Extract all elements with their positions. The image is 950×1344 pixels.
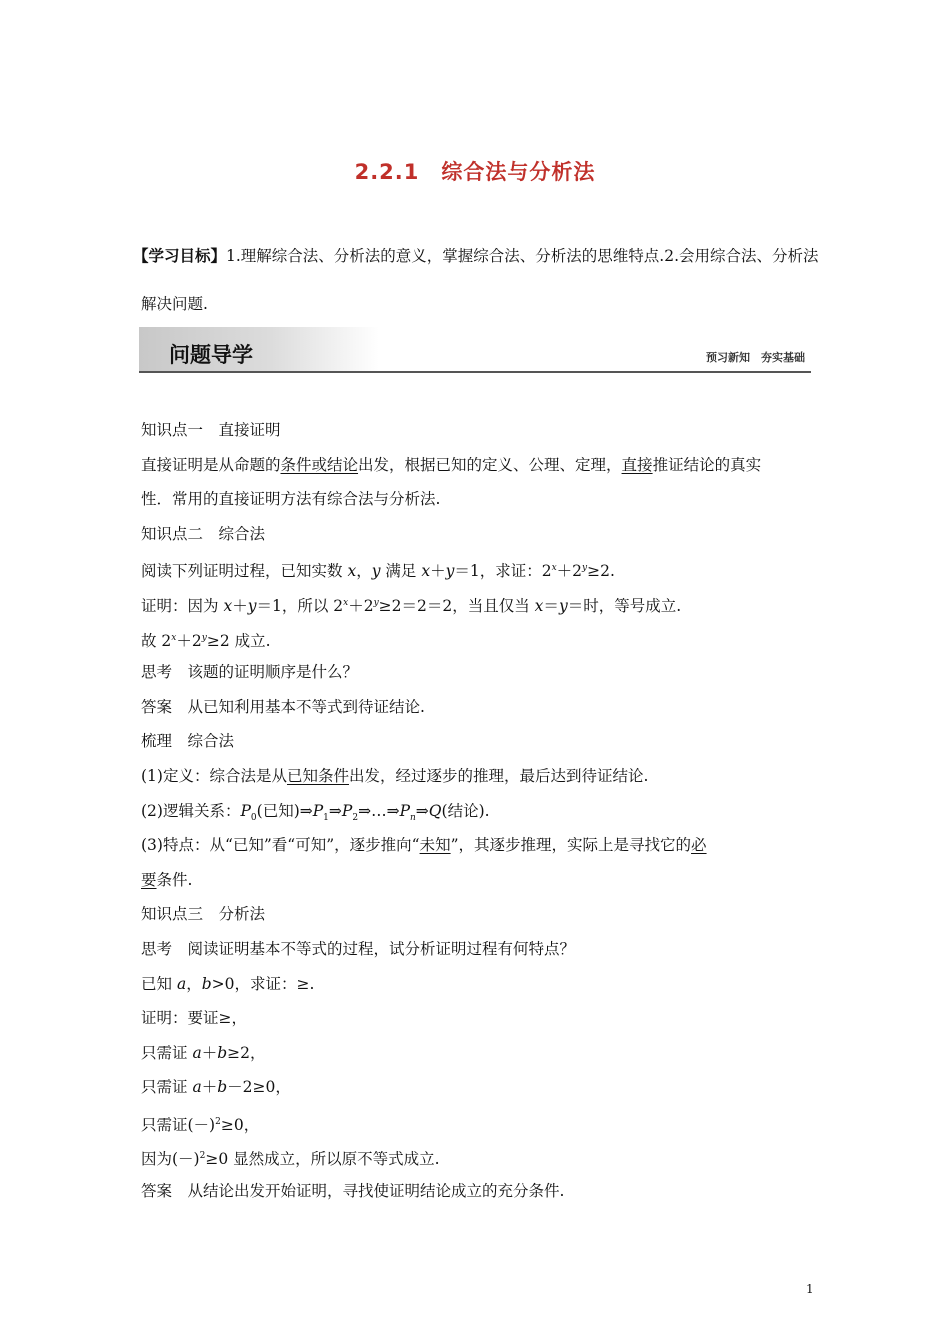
kp2-definition xyxy=(141,759,821,794)
var: P xyxy=(240,801,251,820)
exp: 2 xyxy=(199,1151,206,1162)
underlined-term: 直接 xyxy=(621,455,653,474)
text: ≥2 成立. xyxy=(206,631,271,650)
var: b xyxy=(217,1043,228,1062)
kp3-answer: 答案 从结论出发开始证明，寻找使证明结论成立的充分条件. xyxy=(141,1182,565,1201)
text: ＋2 xyxy=(556,562,583,581)
text: ＋ xyxy=(201,1043,218,1062)
learning-objectives xyxy=(133,232,821,328)
page-number: 1 xyxy=(806,1282,814,1296)
underlined-term: 要 xyxy=(141,870,157,889)
var: y xyxy=(371,562,381,581)
text: ＝时，等号成立. xyxy=(567,597,682,616)
text: (结论). xyxy=(441,801,490,820)
kp1-paragraph-line2: 性．常用的直接证明方法有综合法与分析法. xyxy=(141,490,441,509)
exp: y xyxy=(582,563,588,574)
section-banner xyxy=(139,327,811,373)
kp2-think: 思考 该题的证明顺序是什么？ xyxy=(141,663,359,682)
var: x xyxy=(421,562,431,581)
subscript: 0 xyxy=(250,812,257,823)
text: ≥0 显然成立，所以原不等式成立. xyxy=(205,1150,440,1169)
kp2-answer: 答案 从已知利用基本不等式到待证结论. xyxy=(141,697,425,716)
kp3-step5 xyxy=(141,1139,821,1174)
kp3-step2 xyxy=(141,1036,821,1071)
subscript: n xyxy=(410,812,416,823)
text: ＝1，所以 2 xyxy=(256,597,344,616)
text: 条件. xyxy=(156,870,193,889)
exp: x xyxy=(343,597,349,608)
var: P xyxy=(312,801,324,820)
subscript: 1 xyxy=(323,812,329,823)
text: 阅读下列证明过程，已知实数 xyxy=(141,562,348,581)
text: ＋ xyxy=(201,1078,218,1097)
text: ⇒ xyxy=(415,801,429,820)
kp2-feature-line2 xyxy=(141,863,821,898)
var: y xyxy=(445,562,455,581)
underlined-term: 必 xyxy=(691,836,707,855)
var: b xyxy=(201,974,212,993)
kp1-paragraph-line1 xyxy=(141,448,821,483)
kp2-logic xyxy=(141,794,821,829)
text: (已知)⇒ xyxy=(256,801,313,820)
text: ≥0， xyxy=(220,1116,260,1135)
text: 证明：因为 xyxy=(141,597,224,616)
text: ＝1，求证：2 xyxy=(454,562,552,581)
page-title: 2.2.1 综合法与分析法 xyxy=(354,160,596,184)
banner-subtitle: 预习新知 夯实基础 xyxy=(706,351,805,364)
underlined-term: 条件或结论 xyxy=(280,455,359,474)
var: a xyxy=(176,974,187,993)
kp2-summary: 梳理 综合法 xyxy=(141,732,235,751)
exp: x xyxy=(171,632,177,643)
var: a xyxy=(192,1078,202,1097)
text: 直接证明是从命题的 xyxy=(141,455,281,474)
kp3-step3 xyxy=(141,1070,821,1105)
var: Q xyxy=(428,801,442,820)
text: ⇒ xyxy=(328,801,342,820)
kp3-step1: 证明：要证≥， xyxy=(141,1009,247,1028)
kp3-given xyxy=(141,967,821,1002)
text: ≥2. xyxy=(587,562,615,581)
objectives-tag: 【学习目标】 xyxy=(133,246,227,265)
var: a xyxy=(192,1043,202,1062)
var: x xyxy=(534,597,544,616)
kp3-step4 xyxy=(141,1105,821,1140)
var: y xyxy=(247,597,257,616)
banner-label: 问题导学 xyxy=(169,343,253,367)
text: ＋2 xyxy=(176,631,202,650)
text: 出发，根据已知的定义、公理、定理， xyxy=(358,455,622,474)
text: 出发，经过逐步的推理，最后达到待证结论. xyxy=(348,766,649,785)
kp2-problem xyxy=(141,551,821,586)
kp1-heading: 知识点一 直接证明 xyxy=(141,421,281,439)
text: 只需证 xyxy=(141,1043,193,1062)
var: x xyxy=(223,597,233,616)
underlined-term: 已知条件 xyxy=(286,766,349,785)
text: ＋2 xyxy=(348,597,374,616)
text: 满足 xyxy=(380,562,422,581)
var: P xyxy=(399,801,410,820)
exp: y xyxy=(201,632,207,643)
var: P xyxy=(341,801,353,820)
text: 只需证(－) xyxy=(141,1116,216,1135)
text: 只需证 xyxy=(141,1078,193,1097)
text: ， xyxy=(186,974,202,993)
text: ＋ xyxy=(232,597,248,616)
text: －2≥0， xyxy=(227,1078,291,1097)
exp: x xyxy=(551,563,557,574)
objectives-text: 1.理解综合法、分析法的意义，掌握综合法、分析法的思维特点.2.会用综合法、分析法解决问题. xyxy=(141,247,819,313)
text: (2)逻辑关系： xyxy=(141,801,241,820)
text: ≥2＝2＝2，当且仅当 xyxy=(378,597,535,616)
kp2-proof xyxy=(141,586,821,621)
text: ， xyxy=(356,562,372,581)
text: ⇒…⇒ xyxy=(358,801,400,820)
kp2-feature-line1 xyxy=(141,828,821,863)
text: >0，求证：≥. xyxy=(211,974,315,993)
text: 因为(－) xyxy=(141,1150,200,1169)
kp2-heading: 知识点二 综合法 xyxy=(141,524,266,543)
main-content xyxy=(141,413,821,1209)
subscript: 2 xyxy=(352,812,359,823)
var: y xyxy=(558,597,568,616)
kp3-heading: 知识点三 分析法 xyxy=(141,905,266,924)
text: 推证结论的真实 xyxy=(652,455,762,474)
text: ”，其逐步推理，实际上是寻找它的 xyxy=(450,836,692,855)
text: 故 2 xyxy=(141,631,172,650)
var: b xyxy=(217,1078,228,1097)
var: x xyxy=(347,562,357,581)
text: ＝ xyxy=(543,597,559,616)
text: 已知 xyxy=(141,974,177,993)
exp: 2 xyxy=(215,1116,221,1127)
underlined-term: 未知 xyxy=(419,836,451,855)
text: ＋ xyxy=(430,562,446,581)
kp2-conclusion xyxy=(141,621,821,656)
kp3-think: 思考 阅读证明基本不等式的过程，试分析证明过程有何特点？ xyxy=(141,939,576,958)
text: (1)定义：综合法是从 xyxy=(141,766,287,785)
exp: y xyxy=(373,597,379,608)
text: (3)特点：从“已知”看“可知”，逐步推向“ xyxy=(141,836,420,855)
text: ≥2， xyxy=(227,1043,266,1062)
